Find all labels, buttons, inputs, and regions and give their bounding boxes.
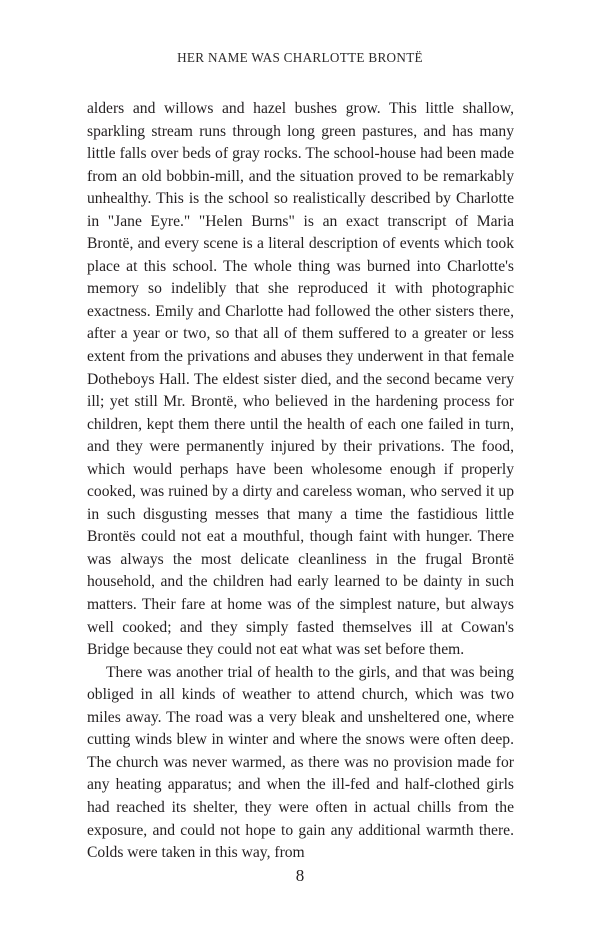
page-number: 8 (295, 866, 305, 885)
paragraph-church-trial: There was another trial of health to the girls, and that was being obliged in all kinds of weather to attend church, which was two miles away. The road was a very bleak and unsheltered one, where cutting winds blew in winter and where the snows were often deep. The church was never warmed, as there was no provision made for any heating apparatus; and when the ill-fed and half-clothed girls had reached its shelter, they were often in actual chills from the exposure, and could not hope to gain any additional warmth there. Colds were taken in this way, from (87, 663, 514, 862)
body-text (87, 98, 514, 865)
paragraph-continued: alders and willows and hazel bushes grow. This little shallow, sparkling stream runs through long green pastures, and has many little falls over beds of gray rocks. The school-house had been made from an old bobbin-mill, and the situation proved to be remarkably unhealthy. This is the school so realistically described by Charlotte in "Jane Eyre." "Helen Burns" is an exact transcript of Maria Brontë, and every scene is a literal description of events which took place at this school. The whole thing was burned into Charlotte's memory so indelibly that she reproduced it with photographic exactness. Emily and Charlotte had followed the other sisters there, after a year or two, so that all of them suffered to a greater or less extent from the privations and abuses they underwent in that female Dotheboys Hall. The eldest sister died, and the second became very ill; yet still Mr. Brontë, who believed in the hardening process for children, kept them there until the health of each one failed in turn, and they were permanently injured by their privations. The food, which would perhaps have been wholesome enough if properly cooked, was ruined by a dirty and careless woman, who served it up in such disgusting messes that many a time the fastidious little Brontës could not eat a mouthful, though faint with hunger. There was always the most delicate cleanliness in the frugal Brontë household, and the children had early learned to be dainty in such matters. Their fare at home was of the simplest nature, but always well cooked; and they simply fasted themselves ill at Cowan's Bridge because they could not eat what was set before them. (87, 100, 514, 659)
running-head: HER NAME WAS CHARLOTTE BRONTË (177, 50, 423, 65)
